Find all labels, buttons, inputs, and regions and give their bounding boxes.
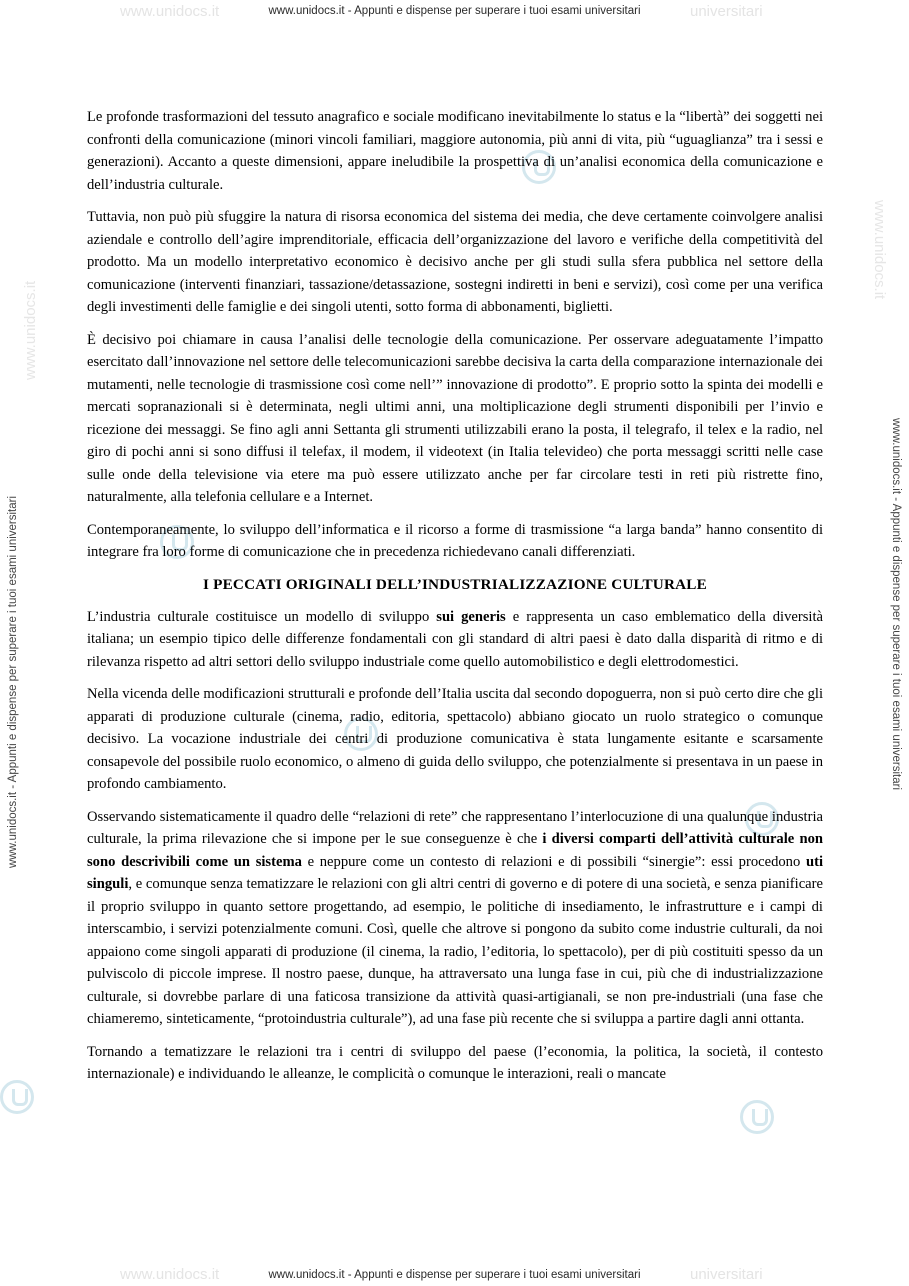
watermark-header: www.unidocs.it - Appunti e dispense per superare i tuoi esami universitari [268,5,641,17]
watermark-logo-icon [740,1100,774,1134]
paragraph-5 [87,606,823,674]
text-run: L’industria culturale costituisce un modello di sviluppo [87,608,437,625]
watermark-ghost: www.unidocs.it [120,1266,220,1283]
paragraph-1: Le profonde trasformazioni del tessuto anagrafico e sociale modificano inevitabilmente lo status e la “libertà” dei soggetti nei confronti della comunicazione (minori vincoli familiari, maggiore autonomia, più anni di vita, più “uguaglianza” tra i sessi e generazioni). Accanto a queste dimensioni, appare ineludibile la prospettiva di un’analisi economica della comunicazione e dell’industria culturale. [87,109,823,193]
watermark-right: www.unidocs.it - Appunti e dispense per superare i tuoi esami universitari [890,418,902,791]
paragraph-8: Tornando a tematizzare le relazioni tra i centri di sviluppo del paese (l’economia, la politica, la società, il contesto internazionale) e individuando le alleanze, le complicità o comunque le interazioni, reali o mancate [87,1043,823,1082]
section-heading: I PECCATI ORIGINALI DELL’INDUSTRIALIZZAZIONE CULTURALE [203,575,707,593]
watermark-ghost: universitari [690,1266,763,1283]
emphasis-uti-singuli: uti singuli [87,853,823,892]
watermark-ghost: www.unidocs.it [120,3,220,20]
document-body [87,106,823,1096]
paragraph-3: È decisivo poi chiamare in causa l’analisi delle tecnologie della comunicazione. Per osservare adeguatamente l’impatto esercitato dall’innovazione nel settore delle telecomunicazioni sarebbe decisiva la carta della comparazione internazionale dei mutamenti, nelle tecnologie di trasmissione così come nell’” innovazione di prodotto”. E proprio sotto la spinta dei modelli e mercati sopranazionali si è determinata, negli ultimi anni, una moltiplicazione degli strumenti disponibili per l’invio e ricezione dei messaggi. Se fino agli anni Settanta gli strumenti utilizzabili erano la posta, il telegrafo, il telex e la radio, nel giro di pochi anni si sono diffusi il telefax, il modem, il videotext (in Italia televideo) che porta messaggi scritti nelle case sulle onde della televisione via etere ma può essere utilizzato anche per far circolare testi in reti più ristrette fino, naturalmente, alla telefonia cellulare e a Internet. [87,331,823,505]
emphasis-sistema: i diversi comparti dell’attività culturale non sono descrivibili come un sistema [87,831,823,870]
text-run: , e comunque senza tematizzare le relazioni con gli altri centri di governo e di potere di una società, e senza pianificare il proprio sviluppo in quanto settore progettando, ad esempio, le politiche di insediamento, le infrastrutture e i campi di interscambio, i servizi potenzialmente comuni. Così, quelle che altrove si pongono da subito come industrie culturali, da noi appaiono come singoli apparati di produzione (il cinema, la radio, l’editoria, lo spettacolo), per di più costituiti spesso da un pulviscolo di piccole imprese. Il nostro paese, dunque, ha attraversato una lunga fase in cui, più che di industrializzazione culturale, si dovrebbe parlare di una faticosa transizione da attività quasi-artigianali, se non pre-industriali (una fase che chiameremo, sinteticamente, “protoindustria culturale”), ad una fase più recente che si sviluppa a partire dagli anni ottanta. [87,876,823,1027]
watermark-ghost: www.unidocs.it [22,280,39,380]
emphasis-sui-generis: sui generis [436,608,506,625]
paragraph-4: Contemporaneamente, lo sviluppo dell’informatica e il ricorso a forme di trasmissione “a larga banda” hanno consentito di integrare fra loro forme di comunicazione che in precedenza richiedevano canali differenziati. [87,521,823,560]
paragraph-2: Tuttavia, non può più sfuggire la natura di risorsa economica del sistema dei media, che deve certamente coinvolgere analisi aziendale e controllo dell’agire imprenditoriale, efficacia dell’organizzazione del lavoro e verifiche della competitività del prodotto. Ma un modello interpretativo economico è decisivo anche per gli studi sulla sfera pubblica nel settore della comunicazione (interventi finanziari, tassazione/detassazione, sostegni indiretti in beni e servizi), così come per una verifica degli investimenti delle famiglie e dei singoli utenti, sotto forma di abbonamenti, biglietti. [87,209,823,315]
paragraph-6: Nella vicenda delle modificazioni strutturali e profonde dell’Italia uscita dal secondo dopoguerra, non si può certo dire che gli apparati di produzione culturale (cinema, radio, editoria, spettacolo) abbiano giocato un ruolo strategico o comunque decisivo. La vocazione industriale dei centri di produzione comunicativa è stata lungamente esitante e scarsamente consapevole del possibile ruolo economico, o almeno di guida dello sviluppo, che potenzialmente si presentava in un paese in profondo cambiamento. [87,686,823,792]
watermark-footer: www.unidocs.it - Appunti e dispense per superare i tuoi esami universitari [268,1269,641,1281]
paragraph-7 [87,806,823,1031]
text-run: e neppure come un contesto di relazioni e di possibili “sinergie”: essi procedono [301,853,806,870]
watermark-left: www.unidocs.it - Appunti e dispense per superare i tuoi esami universitari [7,495,19,868]
text-run: Osservando sistematicamente il quadro delle “relazioni di rete” che rappresentano l’interlocuzione di una qualunque industria culturale, la prima rilevazione che si impone per le sue conseguenze è che [87,808,823,847]
watermark-logo-icon [0,1080,34,1114]
text-run: e rappresenta un caso emblematico della diversità italiana; un esempio tipico delle differenze fondamentali con gli standard di altri paesi è dato dalla disparità di ritmo e di rilevanza rispetto ad altri settori dello sviluppo industriale come quello automobilistico e degli elettrodomestici. [87,608,823,670]
watermark-ghost: universitari [690,3,763,20]
watermark-ghost: www.unidocs.it [871,200,888,300]
